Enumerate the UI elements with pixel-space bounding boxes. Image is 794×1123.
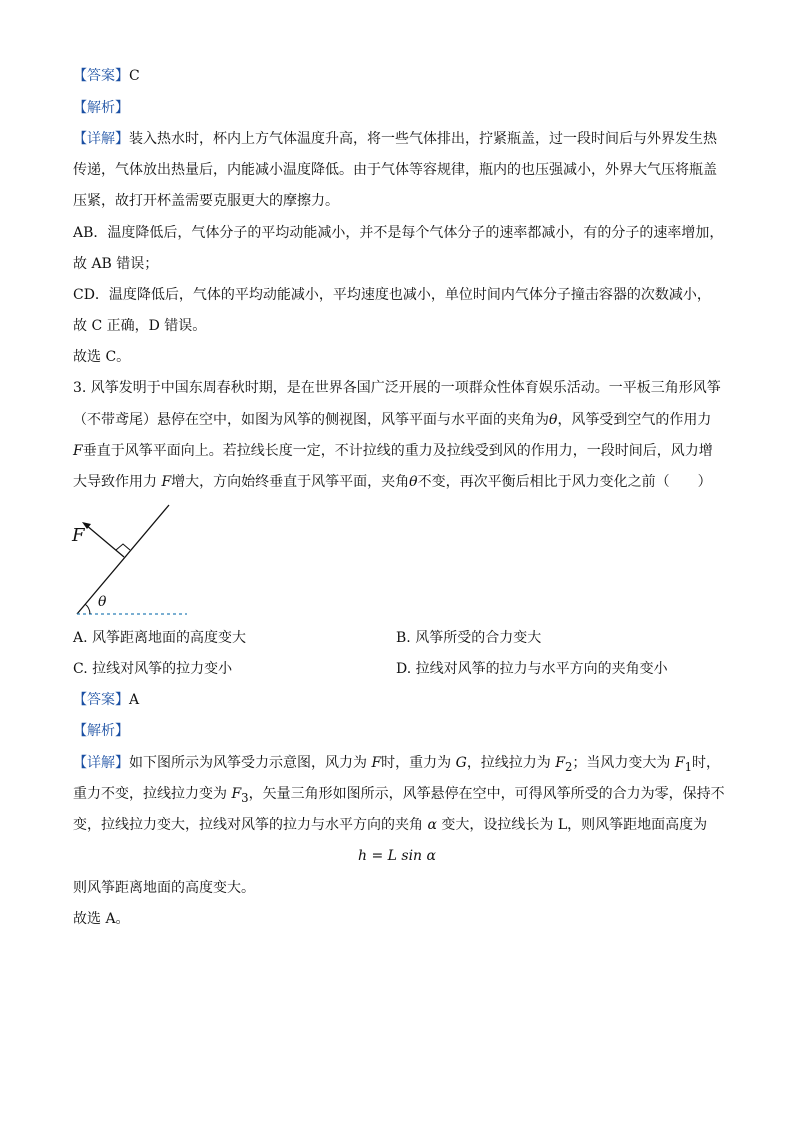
- q2-ab-line-1: AB．温度降低后，气体分子的平均动能减小，并不是每个气体分子的速率都减小，有的分子的速率增加，: [73, 225, 724, 241]
- height-formula: h = L sin α: [358, 848, 436, 864]
- option-c: C. 拉线对风筝的拉力变小: [73, 661, 233, 677]
- q2-cd-line-2: 故 C 正确，D 错误。: [73, 318, 207, 334]
- q2-detail-line-3: 压紧，故打开杯盖需要克服更大的摩擦力。: [73, 193, 339, 209]
- q2-detail-line-2: 传递，气体放出热量后，内能减小温度降低。由于气体等容规律，瓶内的也压强减小，外界大气压将瓶盖: [73, 162, 717, 178]
- q2-conclusion: 故选 C。: [73, 349, 131, 365]
- q3-detail-line-4: 则风筝距离地面的高度变大。: [73, 880, 255, 896]
- q3-detail-line-3: 变，拉线拉力变大，拉线对风筝的拉力与水平方向的夹角 α 变大，设拉线长为 L，则风筝距地面高度为: [73, 817, 708, 833]
- force-arrow: [86, 525, 124, 557]
- detail-tag: 【详解】: [73, 755, 129, 771]
- q3-detail-line-2: 重力不变，拉线拉力变为 $F_3$，矢量三角形如图所示，风筝悬停在空中，可得风筝所受的合力为零，保持不: [73, 786, 725, 805]
- theta-label: θ: [98, 594, 107, 610]
- q3-answer-line: [73, 690, 139, 710]
- kite-plane-line: [77, 505, 169, 614]
- q3-analysis-tag: 【解析】: [73, 723, 129, 739]
- q2-ab-line-2: 故 AB 错误；: [73, 256, 159, 272]
- right-angle-mark: [116, 544, 130, 550]
- q3-stem-line-1: 3. 风筝发明于中国东周春秋时期，是在世界各国广泛开展的一项群众性体育娱乐活动。一平板三角形风筝: [73, 380, 721, 396]
- q3-stem-line-3: F垂直于风筝平面向上。若拉线长度一定，不计拉线的重力及拉线受到风的作用力，一段时间后，风力增: [73, 443, 713, 459]
- option-d: D. 拉线对风筝的拉力与水平方向的夹角变小: [396, 661, 668, 677]
- q2-detail-line-1: 【详解】装入热水时，杯内上方气体温度升高，将一些气体排出，拧紧瓶盖，过一段时间后与外界发生热: [73, 131, 717, 147]
- option-a: A. 风筝距离地面的高度变大: [73, 630, 247, 646]
- q2-answer-line: [73, 66, 140, 86]
- force-label-F: F: [72, 525, 85, 546]
- detail-tag: 【详解】: [73, 131, 129, 147]
- q3-detail-line-1: 【详解】如下图所示为风筝受力示意图，风力为 F时，重力为 G，拉线拉力为 $F_2$；当风力变大为 $F_1$时，: [73, 755, 720, 774]
- answer-value: C: [129, 68, 140, 84]
- angle-theta-arc: [85, 604, 90, 614]
- answer-value: A: [129, 692, 140, 708]
- q2-cd-line-1: CD．温度降低后，气体的平均动能减小，平均速度也减小，单位时间内气体分子撞击容器的次数减小，: [73, 287, 711, 303]
- q2-analysis-tag: 【解析】: [73, 100, 129, 116]
- option-b: B. 风筝所受的合力变大: [396, 630, 542, 646]
- answer-tag: 【答案】: [73, 68, 129, 84]
- q3-stem-line-2: （不带鸢尾）悬停在空中，如图为风筝的侧视图，风筝平面与水平面的夹角为θ，风筝受到空气的作用力: [73, 412, 712, 428]
- q3-conclusion: 故选 A。: [73, 911, 130, 927]
- kite-side-view-figure: [64, 498, 194, 620]
- q3-stem-line-4: 大导致作用力 F增大，方向始终垂直于风筝平面，夹角θ不变，再次平衡后相比于风力变化之前（ ）: [73, 474, 712, 490]
- answer-tag: 【答案】: [73, 692, 129, 708]
